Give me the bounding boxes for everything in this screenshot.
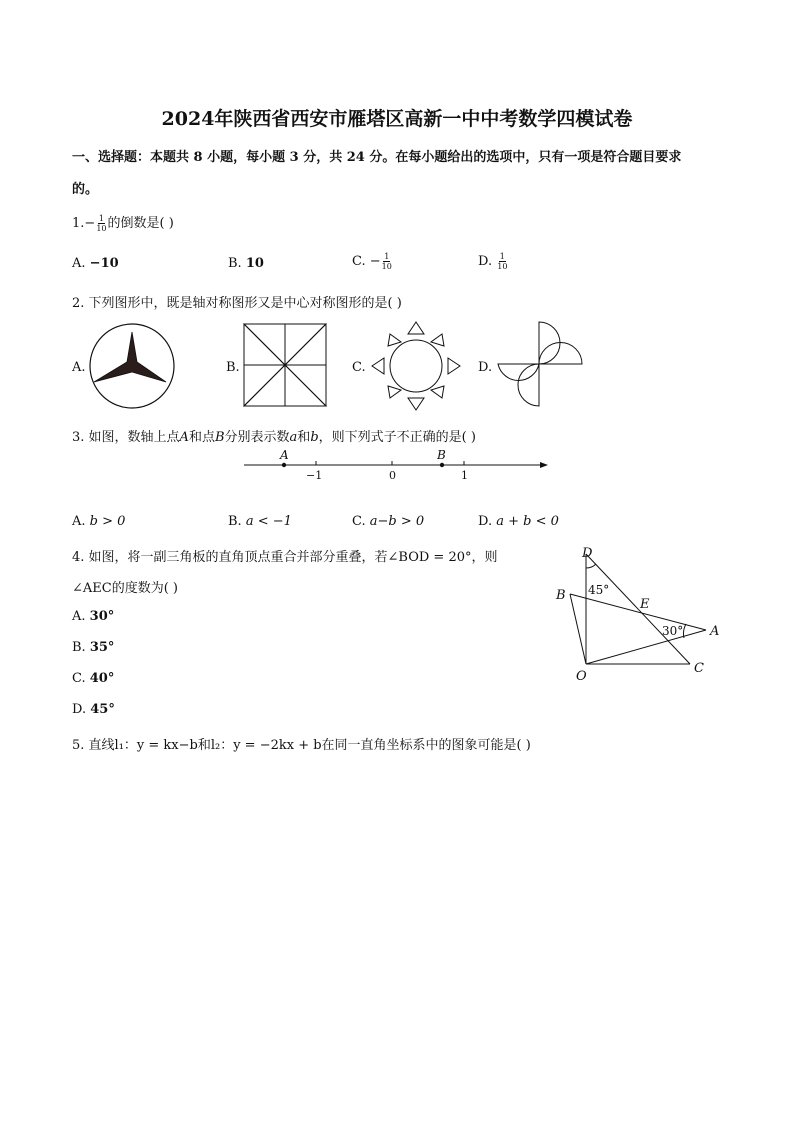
q1-option-a[interactable] [72,256,119,271]
fraction-numerator: 1 [98,214,104,223]
option-label: C. [352,254,366,269]
q1-option-c[interactable] [352,252,393,271]
question-text: 的倒数是( ) [107,216,174,231]
question-text: 和点 [188,430,215,445]
axis-label-A: A [280,448,289,462]
point-label: A [179,430,189,445]
option-label: C. [352,514,366,529]
q2-option-c[interactable]: C. [352,360,366,375]
semicircle-pinwheel-figure [496,320,586,410]
point-label: B [214,430,225,445]
option-label: D. [72,702,87,717]
option-value: b > 0 [89,514,126,529]
fraction [96,214,106,233]
option-label: D. [478,514,493,529]
angle-30-label: 30° [662,624,684,638]
option-value: 40° [89,671,115,686]
minus-sign: − [369,254,381,269]
tick-label-1: 1 [461,469,468,482]
option-value: a−b > 0 [369,514,425,529]
question-text: ，则下列式子不正确的是( ) [318,430,476,445]
minus-sign: − [84,216,96,231]
question-text: 和 [297,430,311,445]
fraction-denominator: 10 [96,224,107,233]
section-heading-continued: 的。 [72,182,99,197]
option-label: A. [72,609,86,624]
option-label: A. [72,256,86,271]
page-title: 2024年陕西省西安市雁塔区高新一中中考数学四模试卷 [161,108,633,130]
q3-option-d[interactable] [478,514,559,529]
question-1 [72,212,174,233]
question-2: 2. 下列图形中，既是轴对称图形又是中心对称图形的是( ) [72,296,402,311]
tick-label-0: 0 [389,469,396,482]
q3-option-c[interactable] [352,514,424,529]
option-label: C. [72,671,86,686]
label-E: E [640,597,650,612]
number-line [240,446,552,486]
q2-option-a[interactable]: A. [72,360,86,375]
q4-option-d[interactable] [72,702,115,717]
label-A: A [710,624,720,639]
fraction-denominator: 10 [381,262,392,271]
question-4-continued: ∠AEC的度数为( ) [72,581,178,596]
fraction [382,252,392,271]
option-label: B. [228,256,242,271]
q4-option-c[interactable] [72,671,114,686]
option-value: −10 [89,256,119,271]
question-text: 3. 如图，数轴上点 [72,430,180,445]
angle-45-label: 45° [588,583,610,597]
option-label: D. [478,254,493,269]
option-value: a + b < 0 [496,514,559,529]
q1-option-d[interactable] [478,252,508,271]
fraction-numerator: 1 [384,252,390,261]
question-5: 5. 直线l₁：y = kx−b和l₂：y = −2kx + b在同一直角坐标系中的图象可能是( ) [72,738,531,753]
pinwheel-figure [242,322,328,408]
label-C: C [694,661,704,676]
label-B: B [556,588,566,603]
q4-option-a[interactable] [72,609,114,624]
question-text: 分别表示数 [224,430,290,445]
option-label: B. [72,640,86,655]
fraction [497,252,507,271]
option-label: B. [228,514,242,529]
label-D: D [582,546,593,561]
label-O: O [576,669,587,684]
option-label: A. [72,514,86,529]
q3-option-a[interactable] [72,514,125,529]
question-3 [72,426,476,445]
option-value: 35° [89,640,115,655]
q3-option-b[interactable] [228,514,292,529]
option-value: 30° [89,609,115,624]
section-heading: 一、选择题：本题共 8 小题，每小题 3 分，共 24 分。在每小题给出的选项中，只有一项是符合题目要求 [72,150,682,165]
option-value: 45° [90,702,115,717]
variable: a [289,430,298,445]
q1-option-b[interactable] [228,256,264,271]
triangle-set-figure [550,542,730,682]
question-number: 1. [72,216,85,231]
option-value: a < −1 [245,514,292,529]
sun-figure [368,320,464,412]
fraction-numerator: 1 [499,252,505,261]
tick-label-minus-1: −1 [306,469,323,482]
option-value: 10 [245,256,264,271]
variable: b [310,430,319,445]
tri-blade-figure [88,322,178,410]
question-4: 4. 如图，将一副三角板的直角顶点重合并部分重叠，若∠BOD = 20°，则 [72,550,498,565]
axis-label-B: B [437,448,446,462]
q4-option-b[interactable] [72,640,114,655]
fraction-denominator: 10 [497,262,508,271]
q2-option-d[interactable]: D. [478,360,493,375]
q2-option-b[interactable]: B. [226,360,240,375]
